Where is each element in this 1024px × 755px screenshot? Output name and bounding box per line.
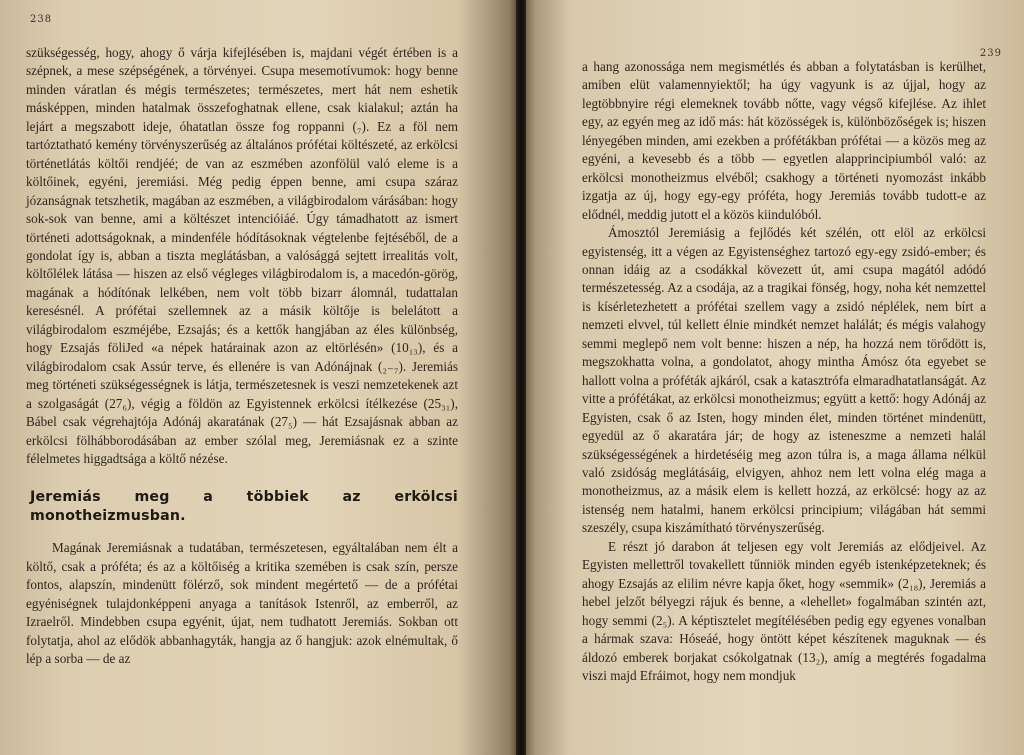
section-heading: Jeremiás meg a többiek az erkölcsi monotheizmusban. bbox=[30, 489, 458, 524]
right-paragraph-1: a hang azonossága nem megismétlés és abban a folytatásban is kerülhet, amiben elüt valamennyiektől; ha úgy vagyunk is az újjal, hogy az legtöbbnyire régi elemeknek tovább nőtte, vagy végső kifejlése. Az ihlet egy, az egyén meg az idő más: hát közösségek is, különbözőségek is; hiszen lényegében minden, ami ezekben a prófétákban prófétai — a közös meg az egyéni, a kevesebb és a több — egyetlen alapprincipiumból való: az erkölcsi monotheizmus elvéből; csakhogy a történeti nyomozást inkább izgatja az új, hogy egy-egy próféta, hogy Jeremiás tovább tudott-e az elődnél, meddig jutott el a közös kiindulóból. bbox=[582, 59, 986, 222]
right-page bbox=[520, 0, 1024, 755]
right-paragraph-2: Ámosztól Jeremiásig a fejlődés két szélén, ott elöl az erkölcsi egyistenség, itt a végen az Egyistenséghez tartozó egy-egy zsidó-ember; és onnan idáig az a csodákkal kövezett út, ami csupa magától adódó természetesség. Az a csodája, az a tragikai fönség, hogy, noha két nemzettel is kísérletezhetett a prófétai szellem vagy a zsidó néplélek, nem bírt a nemzeti elvvel, túl kellett élnie mindkét nemzet halálát; és mégis valahogy semmi meglepő nem volt benne: hiszen a nép, ha hozzá nem törődött is, megszokhatta volna, a gondolatot, ahogy mintha Ámósz óta egyebet se hallott volna a próféták ajkáról, csak a katasztrófa elmaradhatatlanságát. Az vitte a prófétákat, az erkölcsi monotheizmus; együtt a kettő: hogy Adónáj az Egyisten, csak ő az Isten, hogy minden élet, minden történet mindenütt, egyedül az ő akaratára jár; de hogy az isteneszme a nemzeti halál szükségességének a hirdetéséig meg azon túlra is, a maga állama nélkül való zsidóság meglátásáig, elvigyen, ahhoz nem lett volna elég maga a monotheizmus, az a másik elem is kellett hozzá, az erkölcsé: hogy az az istenség nem hatalmi, hanem erkölcsi principium; világában hát semmi szeszély, csupa kiszámítható törvényszerűség. bbox=[582, 225, 986, 536]
right-page-number: 239 bbox=[979, 48, 1002, 59]
left-paragraph-2: Magának Jeremiásnak a tudatában, természetesen, egyáltalában nem élt a költő, csak a próféta; és az a költőiség a kritika szemében is csak szín, persze fontos, alapszín, mindenütt fölérző, sok mindent megértető — de a prófétai egyéniségnek tulajdonképpeni anyaga a tanítások Istenről, az emberről, az Izraelről. Mindebben csupa egyénit, újat, nem tudhatott Jeremiás. Sokban ott folytatja, ahol az elődök abbanhagyták, hangja az ő hangjuk: azok elnémultak, ő lép a sorba — de az bbox=[26, 540, 458, 667]
left-page-text bbox=[26, 44, 458, 669]
left-page-number: 238 bbox=[30, 14, 53, 25]
right-paragraph-3: E részt jó darabon át teljesen egy volt Jeremiás az elődjeivel. Az Egyisten mellettről tovakellett tűnniök minden egyéb istenképzeteknek; és ahogy Ezsajás az elilim névre kapja őket, hogy «semmik» (2₁₈), Jeremiás a hebel jelzőt bélyegzi rájuk és benne, a «lehellet» fogalmában szintén azt, hogy semmi (2₅). A képtisztelet megítélésében pedig egy egyenes vonalban a hármak szava: Hóseáé, hogy öntött képet készítenek maguknak — és áldozó emberek borjakat csókolgatnak (13₂), amíg a megtérés fogadalma viszi majd Efráimot, hogy nem mondjuk bbox=[582, 538, 986, 683]
right-page-text bbox=[582, 58, 986, 685]
book-gutter bbox=[516, 0, 526, 755]
left-paragraph-1: szükségesség, hogy, ahogy ő várja kifejlésében is, majdani végét értében is a szépnek, a mese szépségének, a törvényei. Csupa mesemotívumok: hogy benne minden váratlan és mégis természetes; természetes, mert hát nem eshetik másképpen, minden hatalmak összefoghatnak ellene, csak kialakul; aztán ha lejárt a megszabott ideje, óhatatlan össze fog roppanni (₇). Ez a föl nem tartóztatható kemény törvényszerűség az általános prófétai költészeté, az erkölcsi történetlátás költői rendjéé; de van az eszmében azonfölül való eleme is a költőinek, egyéni, jeremiási. Még pedig éppen benne, ami csupa száraz józanságnak tetszhetik, magában az eszmében, a világbirodalom várásában: hogy sok-sok van benne, ami a költészet intencióiáé. Úgy támadhatott az ismert történeti adottságoknak, a mindenféle hódításoknak végtelenbe fejtéséből, de a gondolat így is, abban a tiszta meglátásban, a valósággá sejtett irrealitás volt, költőlélek látása — hiszen az első végleges világbirodalom is, a macedón-görög, magának a hódítónak lelkében, nem volt több bizarr álomnál, tudattalan keresésnél. A prófétai szellemnek az a másik költője is belelátott a világbirodalom eszméjébe, Ezsajás; és a kettők hangjában az éles különbség, hogy Ezsajás föliJed «a népek határainak azon az eltörlésén» (10₁₃), és a világbirodalom csak Assúr terve, és ellenére is van Adónájnak (₂₋₇). Jeremiás meg történeti szükségességnek is látja, természetesnek is veszi nemzetekenek azt a szolgaságát (27₆), végig a földön az Egyistennek erkölcsi ítélkezése (25₃₁), Bábel csak végrehajtója Adónáj akaratának (27₅) — hát Ezsajásnak abban az erkölcsi fölhábborodásában az ember szólal meg, Jeremiásnak ez a szinte félelmetes higgadtsága a költő nézése. bbox=[26, 45, 458, 466]
